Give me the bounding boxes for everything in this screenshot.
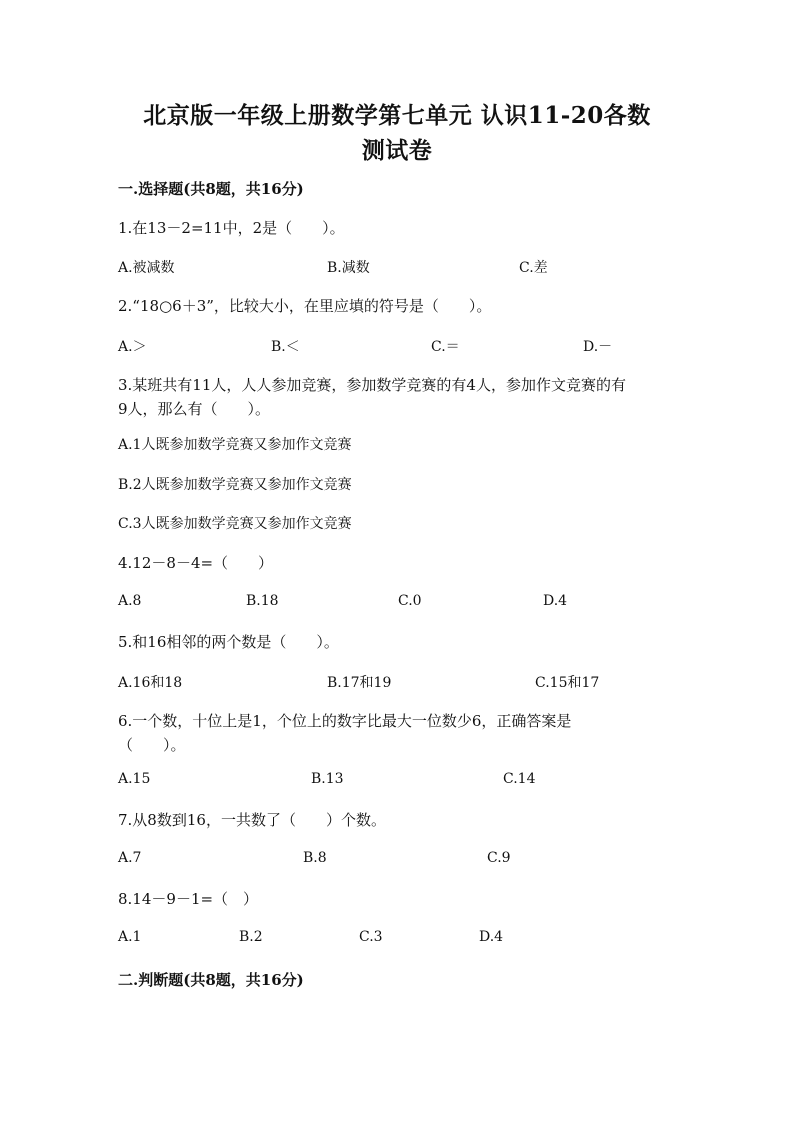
- question-3-line2: 9人，那么有（ ）。: [118, 400, 271, 418]
- question-5: 5.和16相邻的两个数是（ ）。: [118, 633, 339, 651]
- option: B.＜: [271, 339, 300, 355]
- section-choice-heading: 一.选择题(共8题，共16分): [118, 180, 304, 198]
- page-title: 北京版一年级上册数学第七单元 认识11-20各数: [143, 102, 651, 129]
- question-2-options: [118, 336, 688, 358]
- question-8: 8.14－9－1=（ ）: [118, 890, 259, 908]
- question-1: 1.在13－2=11中，2是（ ）。: [118, 219, 345, 237]
- option: A.8: [118, 593, 142, 609]
- option: C.15和17: [535, 675, 600, 691]
- option: D.4: [543, 593, 568, 609]
- option: A.16和18: [118, 675, 183, 691]
- option: A.被减数: [118, 260, 175, 276]
- option: B.8: [303, 850, 327, 866]
- question-3: [118, 373, 688, 421]
- option: D.4: [479, 929, 504, 945]
- question-4-options: [118, 593, 688, 615]
- question-6-line1: 6.一个数，十位上是1，个位上的数字比最大一位数少6，正确答案是: [118, 712, 572, 730]
- question-1-options: [118, 257, 688, 279]
- question-8-options: [118, 929, 688, 951]
- option: C.3: [359, 929, 383, 945]
- question-6: [118, 709, 688, 757]
- question-7-options: [118, 850, 688, 872]
- option: B.13: [311, 771, 344, 787]
- question-5-options: [118, 672, 688, 694]
- option: C.14: [503, 771, 536, 787]
- option: A.1: [118, 929, 142, 945]
- section-judge-heading: 二.判断题(共8题，共16分): [118, 971, 304, 989]
- question-3-option-b: B.2人既参加数学竞赛又参加作文竞赛: [118, 477, 352, 493]
- question-3-line1: 3.某班共有11人，人人参加竞赛，参加数学竞赛的有4人，参加作文竞赛的有: [118, 376, 626, 394]
- question-2: 2.“18○6＋3”，比较大小，在里应填的符号是（ ）。: [118, 297, 492, 315]
- option: C.＝: [431, 339, 460, 355]
- question-3-option-a: A.1人既参加数学竞赛又参加作文竞赛: [118, 437, 352, 453]
- question-6-line2: （ ）。: [118, 736, 186, 754]
- option: D.－: [583, 339, 613, 355]
- option: A.7: [118, 850, 142, 866]
- page-title-line2: 测试卷: [361, 137, 433, 164]
- question-3-option-c: C.3人既参加数学竞赛又参加作文竞赛: [118, 516, 352, 532]
- option: A.＞: [118, 339, 147, 355]
- option: C.0: [398, 593, 422, 609]
- question-7: 7.从8数到16，一共数了（ ）个数。: [118, 811, 386, 829]
- option: A.15: [118, 771, 151, 787]
- question-4: 4.12－8－4=（ ）: [118, 554, 274, 572]
- option: C.差: [519, 260, 548, 276]
- question-6-options: [118, 771, 688, 793]
- option: B.减数: [327, 260, 370, 276]
- option: B.17和19: [327, 675, 392, 691]
- option: C.9: [487, 850, 511, 866]
- option: B.2: [239, 929, 263, 945]
- option: B.18: [246, 593, 279, 609]
